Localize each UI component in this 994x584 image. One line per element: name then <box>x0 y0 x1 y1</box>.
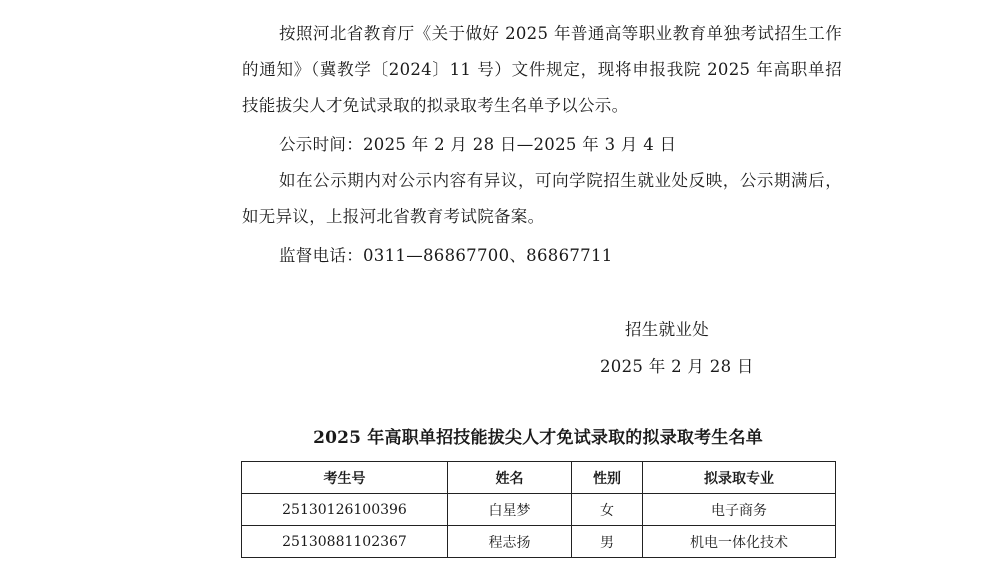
cell-gender: 男 <box>572 526 643 558</box>
cell-name: 白星梦 <box>448 494 572 526</box>
cell-major: 机电一体化技术 <box>643 526 836 558</box>
notice-paragraph-basis: 按照河北省教育厅《关于做好 2025 年普通高等职业教育单独考试招生工作的通知》（冀教学〔2024〕11 号）文件规定，现将申报我院 2025 年高职单招技能拔尖人才免试录取的拟录取考生名单予以公示。 <box>242 24 842 115</box>
cell-name: 程志扬 <box>448 526 572 558</box>
cell-exam-number: 25130126100396 <box>242 494 448 526</box>
header-gender: 性别 <box>572 462 643 494</box>
table-row <box>242 526 836 558</box>
table-title: 2025 年高职单招技能拔尖人才免试录取的拟录取考生名单 <box>313 428 763 448</box>
header-exam-number: 考生号 <box>242 462 448 494</box>
notice-paragraph-period: 公示时间：2025 年 2 月 28 日—2025 年 3 月 4 日 <box>279 135 677 154</box>
candidate-table <box>241 461 836 558</box>
signature-department: 招生就业处 <box>625 320 709 339</box>
table-header-row <box>242 462 836 494</box>
cell-major: 电子商务 <box>643 494 836 526</box>
signature-date: 2025 年 2 月 28 日 <box>600 357 754 376</box>
notice-paragraph-objection: 如在公示期内对公示内容有异议，可向学院招生就业处反映，公示期满后，如无异议，上报河北省教育考试院备案。 <box>242 171 842 226</box>
header-major: 拟录取专业 <box>643 462 836 494</box>
table-row <box>242 494 836 526</box>
cell-exam-number: 25130881102367 <box>242 526 448 558</box>
cell-gender: 女 <box>572 494 643 526</box>
notice-paragraph-phone: 监督电话：0311—86867700、86867711 <box>279 246 613 265</box>
header-name: 姓名 <box>448 462 572 494</box>
